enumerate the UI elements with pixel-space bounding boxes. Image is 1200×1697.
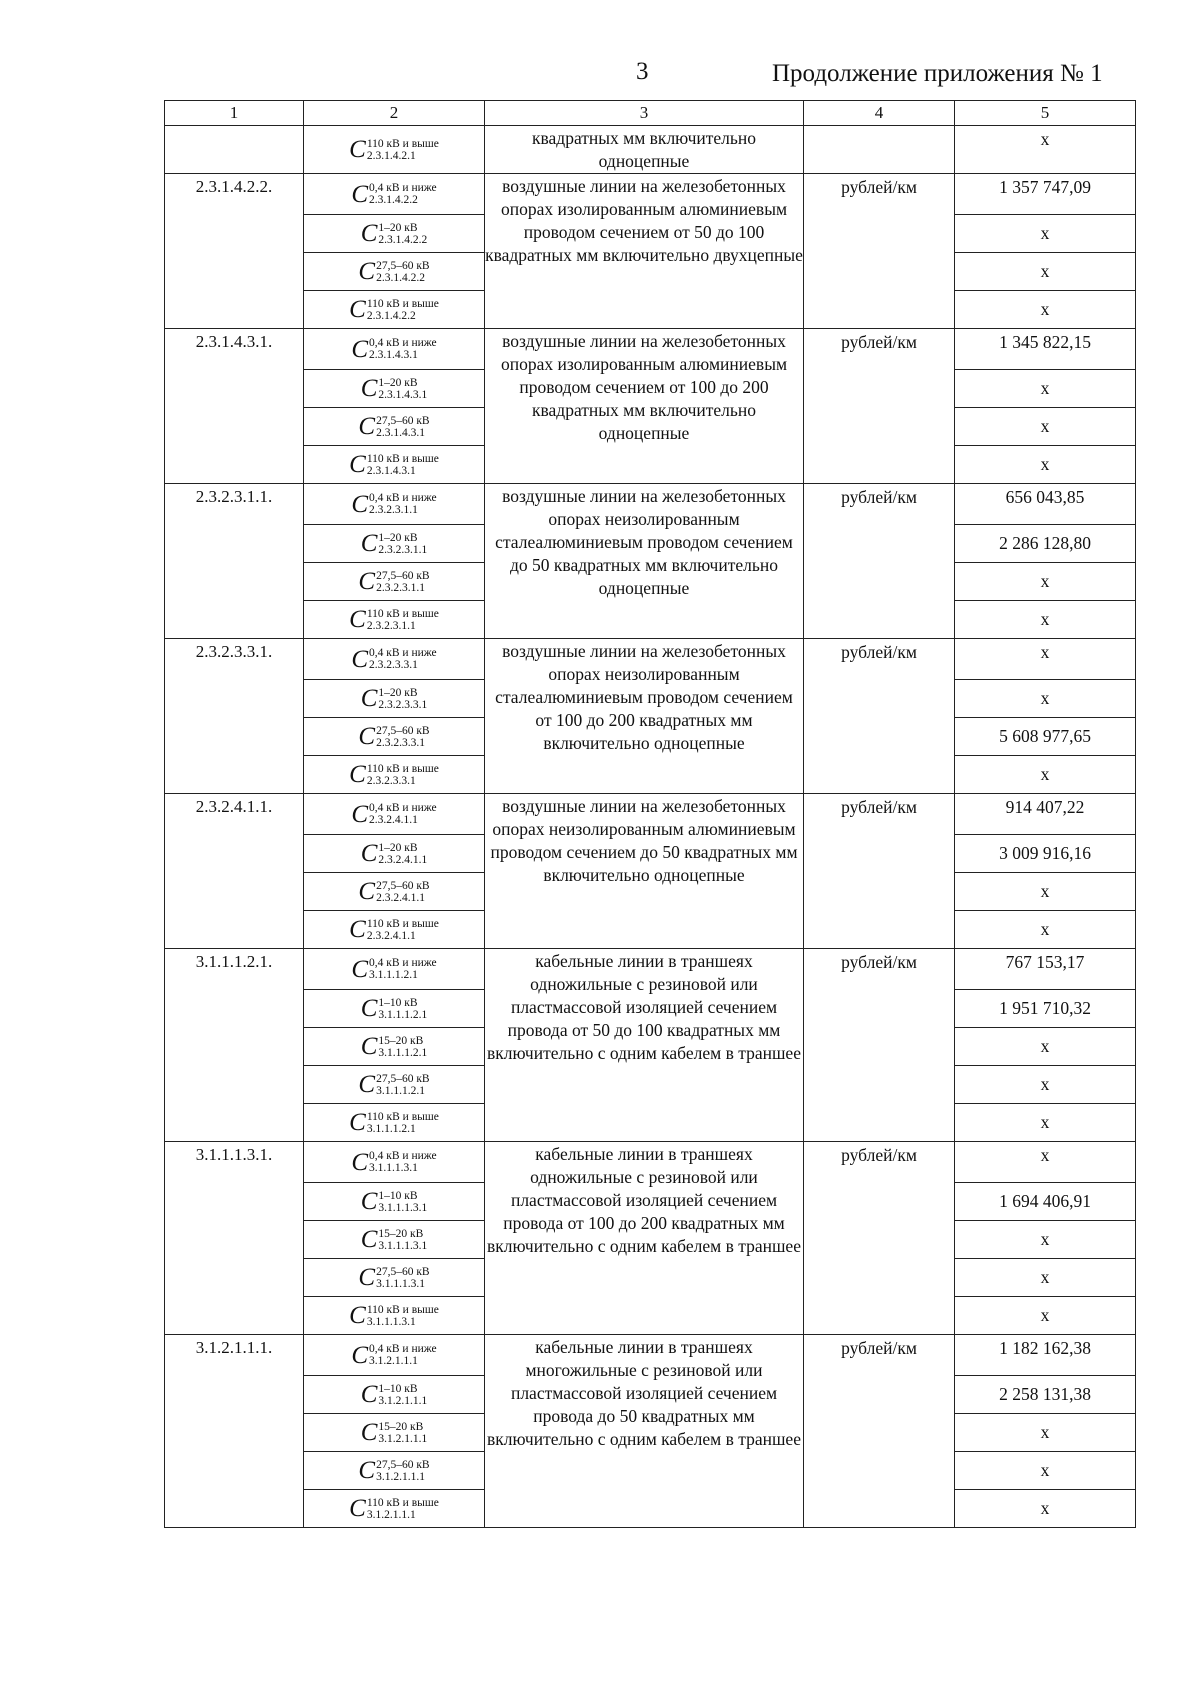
rate-value: x (955, 911, 1136, 949)
symbol-scripts (367, 763, 439, 787)
voltage-class: 1–10 кВ (378, 1382, 418, 1395)
symbol-scripts (367, 138, 439, 162)
symbol-index: 3.1.1.1.2.1 (378, 1008, 428, 1021)
symbol-index: 2.3.2.3.3.1 (366, 774, 416, 787)
rate-symbol (304, 718, 485, 756)
rate-value: 1 694 406,91 (955, 1183, 1136, 1221)
rate-value: x (955, 1259, 1136, 1297)
rate-value: x (955, 1490, 1136, 1528)
rate-symbol-formula (349, 762, 439, 787)
rate-symbol-formula (361, 686, 428, 711)
unit-of-measure: рублей/км (804, 174, 955, 329)
voltage-class: 110 кВ и выше (366, 917, 439, 930)
symbol-letter: C (349, 1302, 366, 1329)
symbol-letter: C (360, 1188, 378, 1215)
symbol-index: 3.1.2.1.1.1 (378, 1394, 428, 1407)
rate-symbol-formula (358, 414, 429, 439)
rate-symbol (304, 794, 485, 835)
rate-symbol (304, 1221, 485, 1259)
symbol-scripts (369, 957, 437, 981)
rate-symbol (304, 408, 485, 446)
symbol-index: 3.1.1.1.2.1 (376, 1084, 425, 1097)
rate-value: 5 608 977,65 (955, 718, 1136, 756)
symbol-index: 2.3.1.4.2.2 (369, 194, 418, 206)
voltage-class: 27,5–60 кВ (376, 569, 430, 582)
symbol-scripts (367, 1111, 439, 1135)
item-code: 2.3.2.3.1.1. (165, 484, 304, 639)
item-code: 2.3.2.3.3.1. (165, 639, 304, 794)
symbol-scripts (369, 647, 437, 671)
voltage-class: 110 кВ и выше (366, 1496, 439, 1509)
symbol-index: 2.3.2.4.1.1 (376, 891, 425, 904)
rate-symbol (304, 1414, 485, 1452)
symbol-scripts (367, 453, 439, 477)
rate-symbol-formula (358, 879, 429, 904)
rate-value: x (955, 1142, 1136, 1183)
rate-value: x (955, 1452, 1136, 1490)
rate-symbol (304, 1104, 485, 1142)
symbol-scripts (378, 687, 427, 711)
symbol-letter: C (358, 723, 376, 750)
voltage-class: 1–20 кВ (378, 686, 418, 699)
symbol-letter: C (358, 568, 376, 595)
symbol-letter: C (360, 220, 378, 247)
column-header: 3 (485, 101, 804, 126)
rate-symbol-formula (361, 1189, 428, 1214)
symbol-scripts (378, 222, 427, 246)
rate-symbol-formula (351, 182, 436, 207)
rate-value: 767 153,17 (955, 949, 1136, 990)
symbol-letter: C (351, 800, 369, 828)
rate-symbol (304, 525, 485, 563)
table-body (165, 126, 1136, 1528)
symbol-letter: C (360, 1381, 378, 1408)
rate-symbol (304, 1028, 485, 1066)
symbol-letter: C (351, 1148, 369, 1176)
unit-of-measure: рублей/км (804, 1142, 955, 1335)
rate-symbol-formula (351, 337, 436, 362)
voltage-class: 27,5–60 кВ (376, 1265, 430, 1278)
symbol-scripts (367, 608, 439, 632)
voltage-class: 110 кВ и выше (366, 607, 439, 620)
symbol-letter: C (349, 916, 366, 943)
item-description: квадратных мм включительно одноцепные (485, 126, 804, 174)
voltage-class: 0,4 кВ и ниже (369, 182, 437, 194)
rate-symbol-formula (358, 1265, 429, 1290)
rate-symbol (304, 291, 485, 329)
symbol-index: 2.3.2.4.1.1 (366, 929, 416, 942)
rate-symbol (304, 484, 485, 525)
voltage-class: 0,4 кВ и ниже (369, 802, 437, 814)
rate-symbol (304, 1490, 485, 1528)
symbol-scripts (378, 1228, 427, 1252)
symbol-scripts (369, 337, 437, 361)
rate-symbol-formula (358, 1072, 429, 1097)
symbol-index: 3.1.1.1.2.1 (369, 969, 418, 981)
voltage-class: 0,4 кВ и ниже (369, 492, 437, 504)
rate-value: x (955, 253, 1136, 291)
unit-of-measure: рублей/км (804, 949, 955, 1142)
symbol-index: 3.1.1.1.2.1 (366, 1122, 416, 1135)
rate-symbol (304, 370, 485, 408)
item-code (165, 126, 304, 174)
rate-symbol-formula (351, 492, 436, 517)
column-header: 4 (804, 101, 955, 126)
table-row (165, 1142, 1136, 1183)
rate-value: 914 407,22 (955, 794, 1136, 835)
rate-value: x (955, 215, 1136, 253)
voltage-class: 0,4 кВ и ниже (369, 337, 437, 349)
table-row (165, 484, 1136, 525)
symbol-letter: C (360, 1419, 378, 1446)
symbol-scripts (376, 880, 430, 904)
unit-of-measure (804, 126, 955, 174)
rate-symbol-formula (349, 137, 439, 162)
voltage-class: 27,5–60 кВ (376, 1458, 430, 1471)
symbol-index: 2.3.2.3.3.1 (378, 698, 428, 711)
symbol-letter: C (358, 258, 376, 285)
rate-value: x (955, 563, 1136, 601)
symbol-index: 2.3.2.4.1.1 (378, 853, 428, 866)
item-code: 2.3.1.4.2.2. (165, 174, 304, 329)
unit-of-measure: рублей/км (804, 639, 955, 794)
voltage-class: 1–20 кВ (378, 841, 418, 854)
symbol-scripts (378, 1035, 427, 1059)
voltage-class: 15–20 кВ (378, 1034, 424, 1047)
symbol-index: 2.3.1.4.2.2 (366, 309, 416, 322)
symbol-scripts (369, 802, 437, 826)
rate-value: x (955, 601, 1136, 639)
table-row (165, 126, 1136, 174)
symbol-index: 3.1.1.1.3.1 (378, 1239, 428, 1252)
rate-symbol-formula (349, 1496, 439, 1521)
voltage-class: 27,5–60 кВ (376, 724, 430, 737)
column-header-row (165, 101, 1136, 126)
rate-symbol-formula (361, 841, 428, 866)
symbol-scripts (378, 532, 427, 556)
symbol-index: 2.3.1.4.3.1 (369, 349, 418, 361)
symbol-letter: C (349, 451, 366, 478)
rate-value: x (955, 873, 1136, 911)
item-description: воздушные линии на железобетонных опорах изолированным алюминиевым проводом сечением от 50 до 100 квадратных мм включительно двухцепные (485, 174, 804, 329)
symbol-letter: C (349, 136, 366, 163)
symbol-letter: C (360, 995, 378, 1022)
rate-symbol-formula (349, 1110, 439, 1135)
symbol-scripts (369, 182, 437, 206)
rate-symbol (304, 1142, 485, 1183)
rate-symbol-formula (361, 1034, 428, 1059)
symbol-index: 3.1.1.1.3.1 (378, 1201, 428, 1214)
symbol-index: 2.3.2.3.3.1 (376, 736, 425, 749)
symbol-scripts (378, 842, 427, 866)
voltage-class: 110 кВ и выше (366, 137, 439, 150)
voltage-class: 15–20 кВ (378, 1227, 424, 1240)
symbol-index: 3.1.2.1.1.1 (378, 1432, 428, 1445)
symbol-index: 2.3.1.4.3.1 (376, 426, 425, 439)
rate-value: x (955, 1297, 1136, 1335)
voltage-class: 1–20 кВ (378, 221, 418, 234)
symbol-scripts (376, 725, 430, 749)
symbol-scripts (376, 570, 430, 594)
symbol-scripts (367, 298, 439, 322)
symbol-letter: C (349, 296, 366, 323)
symbol-index: 2.3.1.4.2.2 (378, 233, 428, 246)
rate-symbol-formula (361, 1227, 428, 1252)
voltage-class: 110 кВ и выше (366, 1303, 439, 1316)
rate-value: 1 951 710,32 (955, 990, 1136, 1028)
symbol-letter: C (349, 761, 366, 788)
symbol-index: 2.3.2.3.1.1 (378, 543, 428, 556)
rate-symbol (304, 835, 485, 873)
rate-value: x (955, 639, 1136, 680)
rate-value: 3 009 916,16 (955, 835, 1136, 873)
voltage-class: 1–20 кВ (378, 376, 418, 389)
rate-symbol-formula (358, 1458, 429, 1483)
symbol-index: 2.3.2.4.1.1 (369, 814, 418, 826)
rate-value: x (955, 1414, 1136, 1452)
table-row (165, 949, 1136, 990)
rate-symbol-formula (361, 996, 428, 1021)
item-description: кабельные линии в траншеях одножильные с резиновой или пластмассовой изоляцией сечением провода от 50 до 100 квадратных мм включительно с одним кабелем в траншее (485, 949, 804, 1142)
symbol-letter: C (358, 1264, 376, 1291)
rate-value: 1 345 822,15 (955, 329, 1136, 370)
symbol-scripts (376, 1459, 430, 1483)
rate-symbol (304, 1259, 485, 1297)
symbol-index: 2.3.2.3.3.1 (369, 659, 418, 671)
voltage-class: 1–10 кВ (378, 996, 418, 1009)
voltage-class: 1–20 кВ (378, 531, 418, 544)
symbol-scripts (378, 1421, 427, 1445)
symbol-letter: C (351, 645, 369, 673)
item-code: 3.1.2.1.1.1. (165, 1335, 304, 1528)
symbol-letter: C (360, 1033, 378, 1060)
rate-symbol (304, 756, 485, 794)
symbol-letter: C (349, 1495, 366, 1522)
rates-table (164, 100, 1136, 1528)
table-row (165, 1335, 1136, 1376)
rate-value: 656 043,85 (955, 484, 1136, 525)
page-number: 3 (636, 58, 649, 85)
symbol-scripts (367, 1497, 439, 1521)
symbol-index: 2.3.2.3.1.1 (369, 504, 418, 516)
rate-symbol (304, 446, 485, 484)
rate-value: 2 286 128,80 (955, 525, 1136, 563)
rate-symbol-formula (349, 917, 439, 942)
rate-symbol (304, 949, 485, 990)
symbol-letter: C (351, 955, 369, 983)
symbol-letter: C (360, 530, 378, 557)
symbol-letter: C (349, 1109, 366, 1136)
unit-of-measure: рублей/км (804, 484, 955, 639)
rate-symbol-formula (358, 259, 429, 284)
symbol-index: 3.1.2.1.1.1 (366, 1508, 416, 1521)
item-description: воздушные линии на железобетонных опорах неизолированным алюминиевым проводом сечением до 50 квадратных мм включительно одноцепные (485, 794, 804, 949)
symbol-index: 3.1.1.1.2.1 (378, 1046, 428, 1059)
rate-symbol (304, 1183, 485, 1221)
item-description: воздушные линии на железобетонных опорах неизолированным сталеалюминиевым проводом сечением от 100 до 200 квадратных мм включительно одноцепные (485, 639, 804, 794)
rate-symbol (304, 873, 485, 911)
symbol-letter: C (358, 1457, 376, 1484)
symbol-letter: C (360, 840, 378, 867)
rate-symbol (304, 1335, 485, 1376)
rate-symbol-formula (351, 957, 436, 982)
rate-symbol-formula (358, 569, 429, 594)
rate-symbol (304, 215, 485, 253)
rate-symbol (304, 911, 485, 949)
rate-symbol (304, 253, 485, 291)
symbol-scripts (378, 377, 427, 401)
rate-value: x (955, 1066, 1136, 1104)
table-row (165, 639, 1136, 680)
symbol-index: 2.3.1.4.2.1 (366, 149, 416, 162)
symbol-index: 3.1.1.1.3.1 (369, 1162, 418, 1174)
rate-symbol (304, 601, 485, 639)
symbol-letter: C (349, 606, 366, 633)
item-description: воздушные линии на железобетонных опорах неизолированным сталеалюминиевым проводом сечением до 50 квадратных мм включительно одноцепные (485, 484, 804, 639)
rate-symbol (304, 990, 485, 1028)
rate-value: x (955, 680, 1136, 718)
unit-of-measure: рублей/км (804, 1335, 955, 1528)
symbol-letter: C (351, 1341, 369, 1369)
voltage-class: 0,4 кВ и ниже (369, 1343, 437, 1355)
symbol-scripts (369, 1343, 437, 1367)
item-code: 3.1.1.1.3.1. (165, 1142, 304, 1335)
rate-symbol (304, 1452, 485, 1490)
symbol-scripts (367, 918, 439, 942)
voltage-class: 27,5–60 кВ (376, 1072, 430, 1085)
voltage-class: 0,4 кВ и ниже (369, 647, 437, 659)
voltage-class: 0,4 кВ и ниже (369, 1150, 437, 1162)
item-code: 2.3.1.4.3.1. (165, 329, 304, 484)
rate-symbol (304, 1066, 485, 1104)
symbol-letter: C (360, 375, 378, 402)
rate-value: x (955, 408, 1136, 446)
voltage-class: 27,5–60 кВ (376, 259, 430, 272)
voltage-class: 110 кВ и выше (366, 1110, 439, 1123)
item-description: кабельные линии в траншеях многожильные с резиновой или пластмассовой изоляцией сечением провода до 50 квадратных мм включительно с одним кабелем в траншее (485, 1335, 804, 1528)
unit-of-measure: рублей/км (804, 794, 955, 949)
rate-symbol-formula (349, 607, 439, 632)
symbol-scripts (378, 1383, 427, 1407)
symbol-index: 2.3.2.3.1.1 (366, 619, 416, 632)
rate-symbol-formula (361, 221, 428, 246)
rate-value: x (955, 370, 1136, 408)
symbol-index: 2.3.2.3.1.1 (376, 581, 425, 594)
symbol-scripts (369, 1150, 437, 1174)
rate-symbol-formula (361, 376, 428, 401)
rate-symbol-formula (349, 452, 439, 477)
symbol-scripts (369, 492, 437, 516)
table-row (165, 794, 1136, 835)
symbol-index: 2.3.1.4.3.1 (366, 464, 416, 477)
voltage-class: 27,5–60 кВ (376, 879, 430, 892)
symbol-letter: C (360, 685, 378, 712)
column-header: 1 (165, 101, 304, 126)
rate-symbol-formula (349, 1303, 439, 1328)
symbol-letter: C (351, 335, 369, 363)
rate-symbol-formula (351, 802, 436, 827)
rate-symbol-formula (361, 1420, 428, 1445)
symbol-letter: C (358, 413, 376, 440)
rate-value: x (955, 1028, 1136, 1066)
item-code: 2.3.2.4.1.1. (165, 794, 304, 949)
symbol-index: 3.1.2.1.1.1 (376, 1470, 425, 1483)
rate-symbol (304, 1376, 485, 1414)
continuation-heading: Продолжение приложения № 1 (772, 60, 1103, 87)
voltage-class: 110 кВ и выше (366, 762, 439, 775)
symbol-scripts (376, 1073, 430, 1097)
rate-value: 1 182 162,38 (955, 1335, 1136, 1376)
symbol-letter: C (358, 878, 376, 905)
voltage-class: 15–20 кВ (378, 1420, 424, 1433)
item-code: 3.1.1.1.2.1. (165, 949, 304, 1142)
column-header: 5 (955, 101, 1136, 126)
symbol-scripts (376, 260, 430, 284)
rate-value: x (955, 446, 1136, 484)
rate-symbol (304, 563, 485, 601)
symbol-letter: C (351, 180, 369, 208)
rate-symbol-formula (351, 1343, 436, 1368)
rate-value: x (955, 1221, 1136, 1259)
voltage-class: 110 кВ и выше (366, 452, 439, 465)
rate-symbol-formula (351, 1150, 436, 1175)
symbol-scripts (378, 1190, 427, 1214)
column-header: 2 (304, 101, 485, 126)
symbol-index: 2.3.1.4.2.2 (376, 271, 425, 284)
rate-symbol-formula (349, 297, 439, 322)
rate-symbol-formula (361, 1382, 428, 1407)
symbol-index: 3.1.2.1.1.1 (369, 1355, 418, 1367)
symbol-index: 3.1.1.1.3.1 (366, 1315, 416, 1328)
voltage-class: 1–10 кВ (378, 1189, 418, 1202)
symbol-scripts (367, 1304, 439, 1328)
rate-symbol-formula (361, 531, 428, 556)
rate-symbol (304, 680, 485, 718)
voltage-class: 110 кВ и выше (366, 297, 439, 310)
symbol-scripts (376, 1266, 430, 1290)
item-description: кабельные линии в траншеях одножильные с резиновой или пластмассовой изоляцией сечением провода от 100 до 200 квадратных мм включительно с одним кабелем в траншее (485, 1142, 804, 1335)
rate-symbol (304, 329, 485, 370)
table-row (165, 174, 1136, 215)
symbol-letter: C (360, 1226, 378, 1253)
rate-value: x (955, 291, 1136, 329)
symbol-index: 2.3.1.4.3.1 (378, 388, 428, 401)
rate-value: x (955, 756, 1136, 794)
symbol-index: 3.1.1.1.3.1 (376, 1277, 425, 1290)
rate-value: x (955, 126, 1136, 174)
rate-symbol (304, 126, 485, 174)
voltage-class: 27,5–60 кВ (376, 414, 430, 427)
symbol-scripts (376, 415, 430, 439)
rate-symbol (304, 174, 485, 215)
rate-symbol (304, 639, 485, 680)
table-row (165, 329, 1136, 370)
voltage-class: 0,4 кВ и ниже (369, 957, 437, 969)
symbol-scripts (378, 997, 427, 1021)
rate-symbol-formula (351, 647, 436, 672)
rate-symbol-formula (358, 724, 429, 749)
symbol-letter: C (351, 490, 369, 518)
rate-symbol (304, 1297, 485, 1335)
rate-value: x (955, 1104, 1136, 1142)
item-description: воздушные линии на железобетонных опорах изолированным алюминиевым проводом сечением от 100 до 200 квадратных мм включительно одноцепные (485, 329, 804, 484)
unit-of-measure: рублей/км (804, 329, 955, 484)
rate-value: 1 357 747,09 (955, 174, 1136, 215)
symbol-letter: C (358, 1071, 376, 1098)
rate-value: 2 258 131,38 (955, 1376, 1136, 1414)
